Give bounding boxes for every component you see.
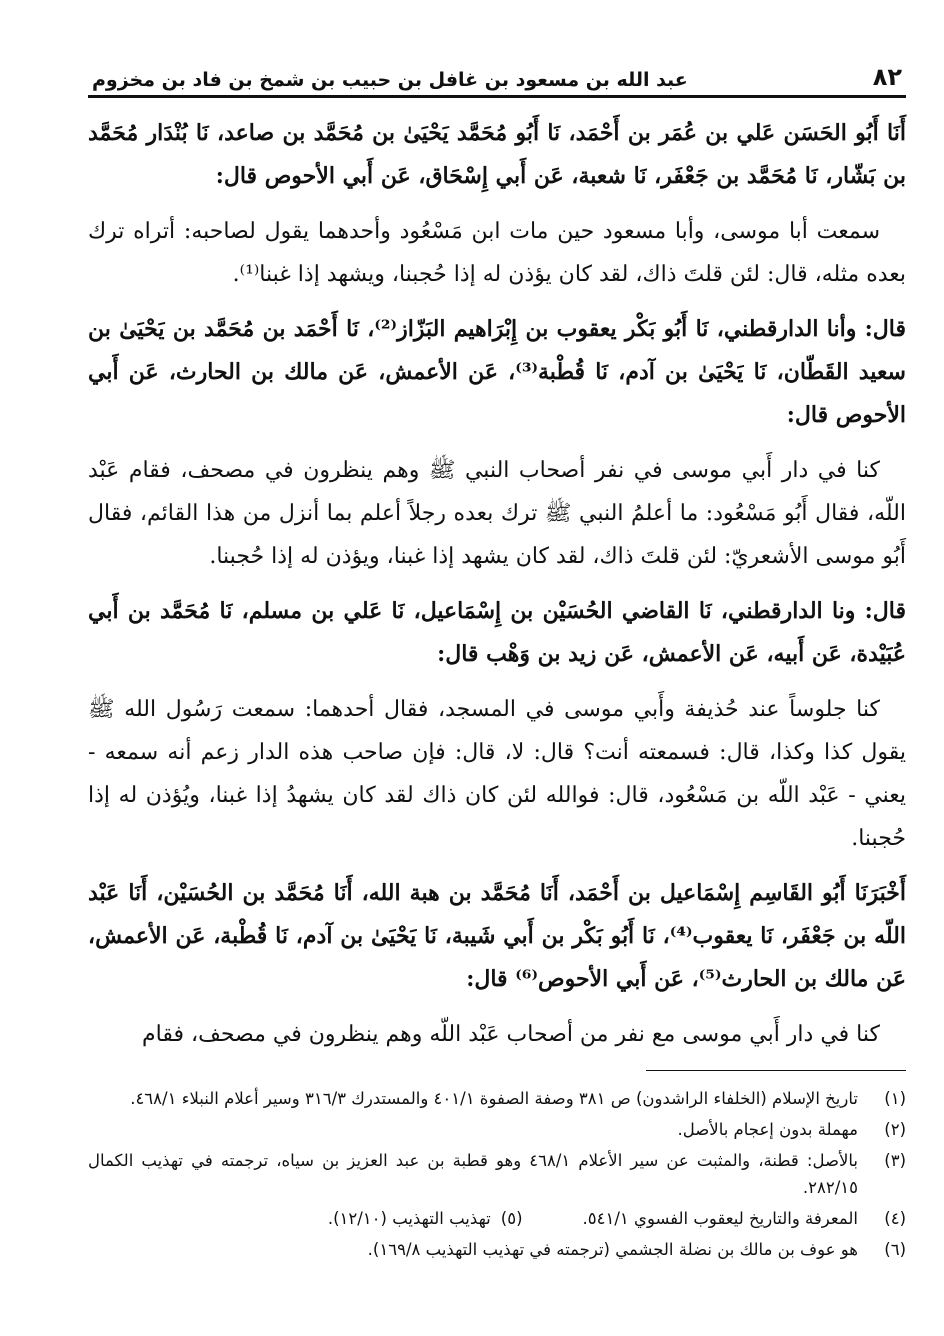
footnote-number: (٦): [884, 1240, 906, 1259]
running-header: [88, 58, 906, 98]
matn-paragraph: كنا في دار أَبي موسى في نفر أصحاب النبي ﷺ وهم ينظرون في مصحف، فقام عَبْد اللّه، فقال أَبُو مَسْعُود: ما أعلمُ النبي ﷺ ترك بعده رجلاً أعلم بما أنزل من هذا القائم، فقال أَبُو موسى الأشعريّ: لئن قلتَ ذاك، لقد كان يشهد إذا غبنا، ويؤذن له إذا حُجبنا.: [88, 458, 906, 569]
footnote-text: المعرفة والتاريخ ليعقوب الفسوي ٥٤١/١.: [582, 1209, 858, 1228]
footnote-text: هو عوف بن مالك بن نضلة الجشمي (ترجمته في تهذيب التهذيب ١٦٩/٨).: [367, 1240, 858, 1259]
footnote-item: [88, 1085, 906, 1112]
footnote-number: (٥): [500, 1209, 523, 1228]
isnad-paragraph: قال: ونا الدارقطني، نَا القاضي الحُسَيْن بن إِسْمَاعيل، نَا عَلي بن مسلم، نَا مُحَمَّد بن أَبي عُبَيْدة، عَن أَبيه، عَن الأعمش، عَن زيد بن وَهْب قال:: [88, 598, 906, 667]
isnad-paragraph: قال: وأنا الدارقطني، نَا أَبُو بَكْر يعقوب بن إِبْرَاهيم البَزّاز⁽²⁾، نَا أَحْمَد بن مُحَمَّد بن يَحْيَىٰ بن سعيد القَطّان، نَا يَحْيَىٰ بن آدم، نَا قُطْبة⁽³⁾، عَن الأعمش، عَن مالك بن الحارث، عَن أَبي الأحوص قال:: [88, 316, 906, 428]
page-number: ٨٢: [872, 63, 902, 91]
running-title: عبد الله بن مسعود بن غافل بن حبيب بن شمخ بن فاد بن مخزوم: [92, 69, 688, 91]
matn-paragraph: سمعت أبا موسى، وأبا مسعود حين مات ابن مَسْعُود وأحدهما يقول لصاحبه: أتراه ترك بعده مثله، قال: لئن قلتَ ذاك، لقد كان يؤذن له إذا حُجبنا، ويشهد إذا غبنا⁽¹⁾.: [88, 219, 906, 287]
footnote-number: (٢): [884, 1120, 906, 1139]
book-page: [88, 58, 906, 1298]
footnotes: [88, 1085, 906, 1263]
footnote-item: [88, 1236, 906, 1263]
footnote-text: تاريخ الإسلام (الخلفاء الراشدون) ص ٣٨١ وصفة الصفوة ٤٠١/١ والمستدرك ٣١٦/٣ وسير أعلام النبلاء ٤٦٨/١.: [130, 1089, 858, 1108]
footnote-text: تهذيب التهذيب (١٢/١٠).: [327, 1209, 491, 1228]
footnote-divider: [646, 1070, 906, 1071]
matn-paragraph: كنا في دار أَبي موسى مع نفر من أصحاب عَبْد اللّه وهم ينظرون في مصحف، فقام: [142, 1022, 880, 1047]
footnote-number: (١): [884, 1089, 906, 1108]
footnote-item: [88, 1116, 906, 1143]
footnote-item: [88, 1147, 906, 1201]
footnote-number: (٤): [884, 1209, 906, 1228]
footnote-text: مهملة بدون إعجام بالأصل.: [677, 1120, 858, 1139]
main-text: [88, 112, 906, 1056]
isnad-paragraph: أَخْبَرَنَا أَبُو القَاسِم إِسْمَاعيل بن أَحْمَد، أَنَا مُحَمَّد بن هبة الله، أَنَا مُحَمَّد بن الحُسَيْن، أَنَا عَبْد اللّه بن جَعْفَر، نَا يعقوب⁽⁴⁾، نَا أَبُو بَكْر بن أَبي شَيبة، نَا يَحْيَىٰ بن آدم، نَا قُطْبة، عَن الأعمش، عَن مالك بن الحارث⁽⁵⁾، عَن أَبي الأحوص⁽⁶⁾ قال:: [88, 880, 906, 992]
matn-paragraph: كنا جلوساً عند حُذيفة وأَبي موسى في المسجد، فقال أحدهما: سمعت رَسُول الله ﷺ يقول كذا وكذا، قال: فسمعته أنت؟ قال: لا، قال: فإن صاحب هذه الدار زعم أنه سمعه - يعني - عَبْد اللّه بن مَسْعُود، قال: فوالله لئن كان ذاك لقد كان يشهدُ إذا غبنا، ويُؤذن له إذا حُجبنا.: [88, 697, 906, 851]
footnote-number: (٣): [884, 1151, 906, 1170]
footnote-item: [88, 1205, 906, 1232]
footnote-text: بالأصل: قطنة، والمثبت عن سير الأعلام ٤٦٨/١ وهو قطبة بن عبد العزيز بن سياه، ترجمته في تهذيب الكمال ٢٨٢/١٥.: [88, 1151, 858, 1197]
isnad-paragraph: أَنَا أَبُو الحَسَن عَلي بن عُمَر بن أَحْمَد، نَا أَبُو مُحَمَّد يَحْيَىٰ بن مُحَمَّد بن صاعد، نَا بُنْدَار مُحَمَّد بن بَشّار، نَا مُحَمَّد بن جَعْفَر، نَا شعبة، عَن أَبي إِسْحَاق، عَن أَبي الأحوص قال:: [88, 120, 906, 189]
